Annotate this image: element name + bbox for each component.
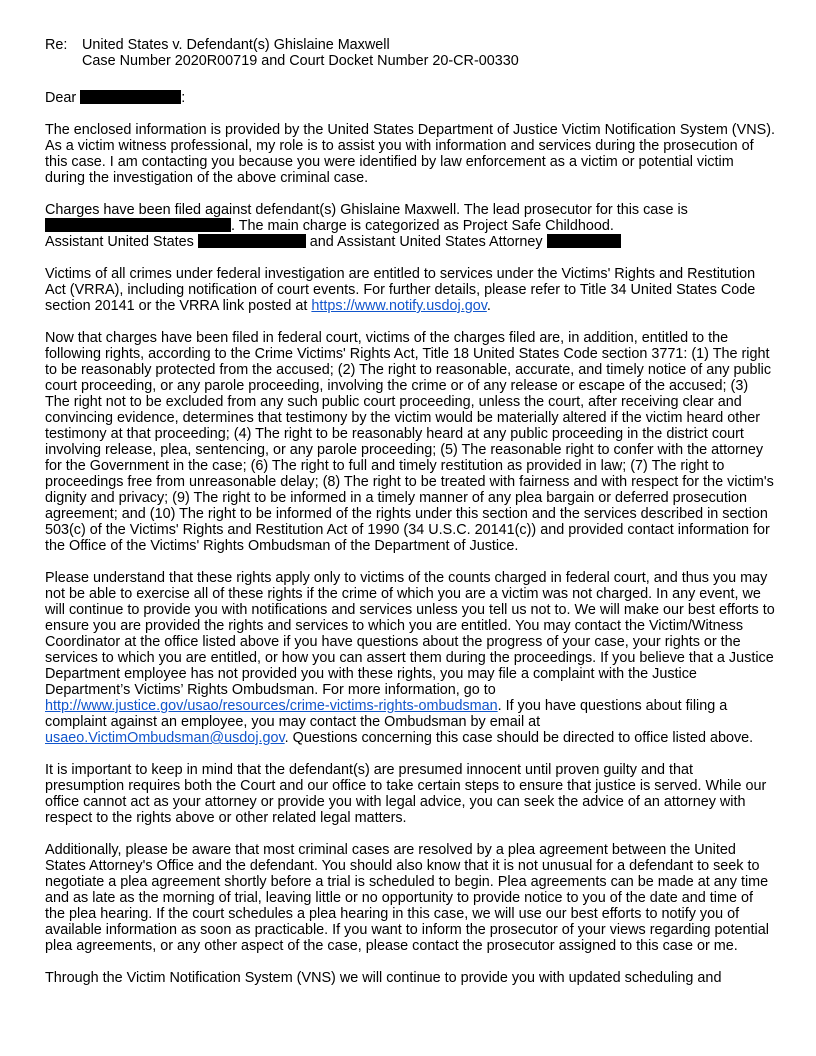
ombudsman-text-2: . If you have questions about filing a complaint against an employee, you may contact the Ombudsman by email at <box>45 698 728 730</box>
paragraph-presumption: It is important to keep in mind that the defendant(s) are presumed innocent until proven guilty and that presumption requires both the Court and our office to take certain steps to ensure that justice is served. While our office cannot act as your attorney or provide you with legal advice, you can seek the advice of an attorney with respect to the rights above or other related legal matters. <box>45 762 767 826</box>
salutation-colon: : <box>181 90 186 106</box>
paragraph-plea: Additionally, please be aware that most criminal cases are resolved by a plea agreement between the United States Attorney's Office and the defendant. You should also know that it is not unusual for a defendant to seek to negotiate a plea agreement shortly before a trial is scheduled to begin. Plea agreements can be made at any time and as late as the morning of trial, leaving little or no opportunity to provide notice to you of the date and time of the plea hearing. If the court schedules a plea hearing in this case, we will use our best efforts to notify you of available information as soon as practicable. If you want to inform the prosecutor of your views regarding potential plea agreements, or any other aspect of the case, please contact the prosecutor assigned to this case or me. <box>45 842 769 954</box>
redaction-ausa-2 <box>547 234 621 248</box>
letter-body <box>45 37 775 986</box>
charges-text: Charges have been filed against defendant(s) Ghislaine Maxwell. The lead prosecutor for this case is <box>45 202 688 218</box>
paragraph-vns: Through the Victim Notification System (VNS) we will continue to provide you with updated scheduling and <box>45 970 722 986</box>
paragraph-intro: The enclosed information is provided by the United States Department of Justice Victim Notification System (VNS). As a victim witness professional, my role is to assist you with information and services during the prosecution of this case. I am contacting you because you were identified by law enforcement as a victim or potential victim during the investigation of the above criminal case. <box>45 122 775 186</box>
ombudsman-email-link[interactable]: usaeo.VictimOmbudsman@usdoj.gov <box>45 730 285 746</box>
charge-category-text: . The main charge is categorized as Project Safe Childhood. <box>231 218 614 234</box>
paragraph-charges <box>45 202 775 250</box>
notify-link[interactable]: https://www.notify.usdoj.gov <box>311 298 487 314</box>
paragraph-rights: Now that charges have been filed in federal court, victims of the charges filed are, in addition, entitled to the following rights, according to the Crime Victims' Rights Act, Title 18 United States Code section 3771: (1) The right to be reasonably protected from the accused; (2) The right to reasonable, accurate, and timely notice of any public court proceeding, or any parole proceeding, involving the crime or of any release or escape of the accused; (3) The right not to be excluded from any such public court proceeding, unless the court, after receiving clear and convincing evidence, determines that testimony by the victim would be materially altered if the victim heard other testimony at that proceeding; (4) The right to be reasonably heard at any public proceeding in the district court involving release, plea, sentencing, or any parole proceeding; (5) The reasonable right to confer with the attorney for the Government in the case; (6) The right to full and timely restitution as provided in law; (7) The right to proceedings free from unreasonable delay; (8) The right to be treated with fairness and with respect for the victim's dignity and privacy; (9) The right to be informed in a timely manner of any plea bargain or deferred prosecution agreement; and (10) The right to be informed of the rights under this section and the services described in section 503(c) of the Victims' Rights and Restitution Act of 1990 (34 U.S.C. 20141(c)) and provided contact information for the Office of the Victims' Rights Ombudsman of the Department of Justice. <box>45 330 774 554</box>
case-number: Case Number 2020R00719 and Court Docket Number 20-CR-00330 <box>82 53 519 69</box>
ombudsman-link[interactable]: http://www.justice.gov/usao/resources/crime-victims-rights-ombudsman <box>45 698 498 714</box>
ombudsman-text-3: . Questions concerning this case should be directed to office listed above. <box>284 730 754 746</box>
redaction-recipient <box>80 90 181 104</box>
redaction-lead-prosecutor <box>45 218 231 232</box>
redaction-ausa-1 <box>198 234 306 248</box>
vrra-text: Victims of all crimes under federal investigation are entitled to services under the Victims' Rights and Restitution Act (VRRA), including notification of court events. For further details, please refer to Title 34 United States Code section 20141 or the VRRA link posted at <box>45 266 756 314</box>
ausa-label: Assistant United States <box>45 234 194 250</box>
re-block <box>45 37 775 69</box>
ombudsman-text: Please understand that these rights apply only to victims of the counts charged in federal court, and thus you may not be able to exercise all of these rights if the crime of which you are a victim was not charged. In any event, we will continue to provide you with notifications and services unless you tell us not to. We will make our best efforts to ensure you are provided the rights and services to which you are entitled. You may contact the Victim/Witness Coordinator at the office listed above if you have questions about the progress of your case, your rights or the services to which you are entitled, or how you can assert them during the proceedings. If you believe that a Justice Department employee has not provided you with these rights, you may file a complaint with the Justice Department’s Victims’ Rights Ombudsman. For more information, go to <box>45 570 775 698</box>
vrra-end: . <box>486 298 491 314</box>
ausa-label-2: and Assistant United States Attorney <box>309 234 543 250</box>
re-label: Re: <box>45 37 68 53</box>
salutation-dear: Dear <box>45 90 77 106</box>
paragraph-vrra <box>45 266 775 314</box>
case-caption: United States v. Defendant(s) Ghislaine Maxwell <box>82 37 390 53</box>
salutation <box>45 90 775 106</box>
paragraph-ombudsman <box>45 570 775 746</box>
